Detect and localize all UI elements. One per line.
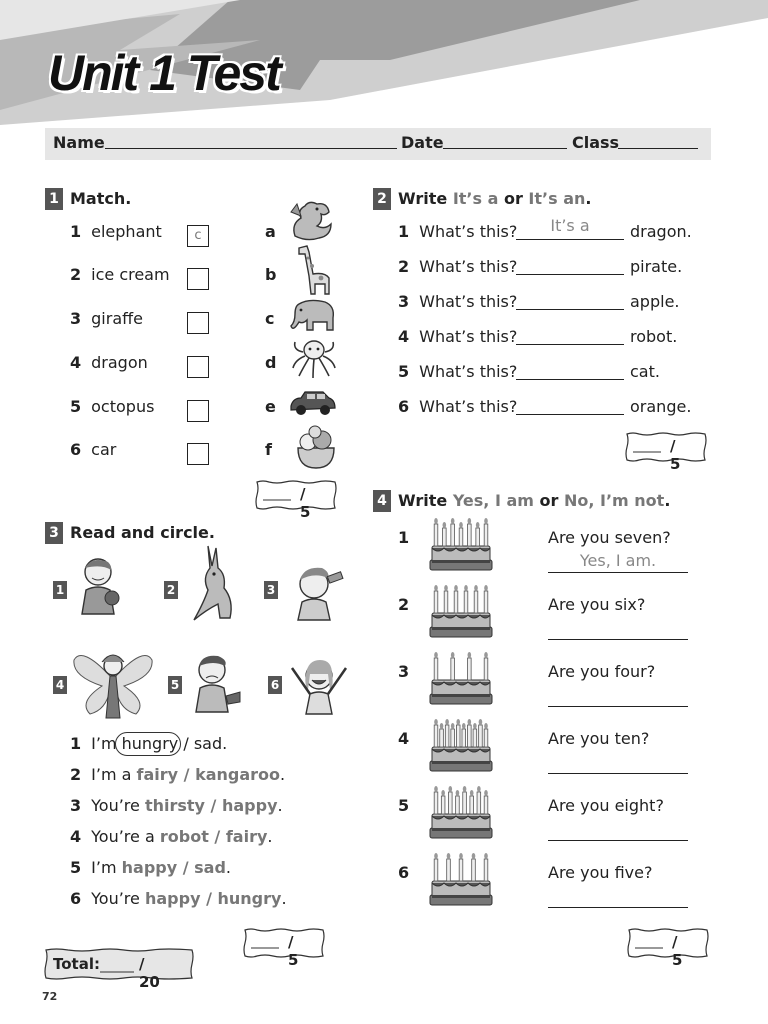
picture-letter: a [265, 222, 276, 241]
item-question: What’s this? [419, 222, 518, 241]
answer-line[interactable] [548, 773, 688, 774]
item-number: 2 [70, 265, 82, 284]
item-word: giraffe [91, 309, 143, 328]
item-number: 1 [398, 528, 410, 547]
item-number: 1 [398, 222, 410, 241]
item-question: What’s this? [419, 257, 518, 276]
item-suffix: . [225, 858, 232, 877]
match-item [70, 397, 154, 416]
item-ending: dragon. [630, 222, 692, 241]
class-label: Class [572, 133, 620, 152]
write-item [398, 292, 517, 311]
item-number: 5 [398, 796, 410, 815]
giraffe-picture [293, 244, 335, 296]
match-item [70, 265, 170, 284]
answer-line[interactable] [516, 309, 624, 310]
item-number: 4 [70, 353, 82, 372]
item-number: 6 [70, 889, 82, 908]
item-number: 2 [398, 257, 410, 276]
birthday-cake-picture [428, 717, 494, 777]
item-prefix: I’m [91, 734, 122, 753]
item-ending: cat. [630, 362, 660, 381]
item-suffix: . [222, 734, 228, 753]
item-prefix: You’re [91, 796, 145, 815]
age-question: Are you eight? [548, 796, 664, 815]
section-3-score-box [241, 926, 327, 960]
item-number: 5 [70, 397, 82, 416]
answer-text: It’s a [550, 216, 590, 235]
answer-line[interactable] [548, 639, 688, 640]
item-number: 6 [70, 440, 82, 459]
option-separator: / [178, 765, 196, 784]
birthday-cake-picture [428, 851, 494, 911]
answer-box[interactable]: c [187, 225, 209, 247]
hungry-boy-picture [72, 554, 128, 618]
car-picture [289, 388, 337, 418]
answer-line[interactable] [548, 572, 688, 573]
birthday-cake-picture [428, 583, 494, 643]
option-separator: / [178, 734, 194, 753]
option-b[interactable]: sad [194, 858, 226, 877]
item-suffix: . [281, 889, 287, 908]
option-separator: / [204, 796, 222, 815]
sad-boy-picture [190, 652, 244, 714]
picture-3-number: 3 [264, 581, 278, 599]
picture-5-number: 5 [168, 676, 182, 694]
match-item [70, 309, 143, 328]
answer-box[interactable] [187, 268, 209, 290]
item-ending: apple. [630, 292, 680, 311]
circle-item [70, 765, 285, 784]
match-item [70, 353, 148, 372]
dragon-picture [287, 196, 335, 244]
age-question: Are you four? [548, 662, 656, 681]
item-word: octopus [91, 397, 155, 416]
birthday-cake-picture [428, 784, 494, 844]
item-number: 5 [398, 362, 410, 381]
date-line[interactable] [443, 148, 567, 149]
option-b[interactable]: sad [193, 734, 223, 753]
kangaroo-picture [190, 544, 240, 624]
section-2-score-box [623, 430, 709, 464]
answer-line[interactable] [516, 274, 624, 275]
ice-cream-picture [294, 424, 338, 470]
section-2-heading: Write It’s a or It’s an. [398, 189, 592, 208]
write-item [398, 362, 517, 381]
option-b[interactable]: fairy [225, 827, 268, 846]
option-a[interactable]: robot [159, 827, 209, 846]
write-item [398, 327, 517, 346]
item-word: elephant [91, 222, 162, 241]
option-separator: / [200, 889, 218, 908]
picture-letter: e [265, 397, 276, 416]
circle-item [70, 889, 287, 908]
item-suffix: . [280, 765, 286, 784]
page-number: 72 [42, 990, 58, 1003]
item-ending: robot. [630, 327, 678, 346]
item-word: ice cream [91, 265, 170, 284]
picture-2-number: 2 [164, 581, 178, 599]
answer-line[interactable] [516, 344, 624, 345]
circle-item [70, 827, 272, 846]
thirsty-boy-picture [290, 562, 348, 622]
item-suffix: . [277, 796, 283, 815]
item-number: 2 [398, 595, 410, 614]
item-number: 3 [70, 309, 82, 328]
circle-item [70, 796, 283, 815]
write-item [398, 222, 517, 241]
item-suffix: . [267, 827, 273, 846]
item-question: What’s this? [419, 292, 518, 311]
item-question: What’s this? [419, 397, 518, 416]
answer-line[interactable] [548, 907, 688, 908]
answer-line[interactable] [516, 239, 624, 240]
item-number: 1 [70, 222, 82, 241]
answer-box[interactable] [187, 443, 209, 465]
section-3-number: 3 [45, 522, 63, 544]
example-answer-circle [115, 732, 181, 756]
page-title: Unit 1 Test [48, 45, 280, 101]
item-prefix: You’re a [91, 827, 160, 846]
item-ending: orange. [630, 397, 692, 416]
write-item [398, 397, 517, 416]
item-prefix: You’re [91, 889, 145, 908]
picture-letter: d [265, 353, 277, 372]
age-question: Are you ten? [548, 729, 650, 748]
section-4-score-box [625, 926, 711, 960]
answer-box[interactable] [187, 356, 209, 378]
class-line[interactable] [618, 148, 698, 149]
answer-line[interactable] [548, 840, 688, 841]
item-number: 1 [70, 734, 82, 753]
picture-letter: f [265, 440, 272, 459]
octopus-picture [291, 338, 337, 380]
birthday-cake-picture [428, 516, 494, 576]
age-question: Are you five? [548, 863, 653, 882]
option-b[interactable]: happy [221, 796, 278, 815]
birthday-cake-picture [428, 650, 494, 710]
section-1-score-box [253, 478, 339, 512]
option-separator: / [177, 858, 195, 877]
section-1-heading: Match. [70, 189, 132, 208]
circle-item [70, 858, 231, 877]
option-a[interactable]: hungry [121, 734, 179, 753]
picture-6-number: 6 [268, 676, 282, 694]
item-number: 6 [398, 863, 410, 882]
option-separator: / [208, 827, 226, 846]
section-1-number: 1 [45, 188, 63, 210]
option-a[interactable]: happy [144, 889, 201, 908]
item-prefix: I’m a [91, 765, 137, 784]
section-4-heading: Write Yes, I am or No, I’m not. [398, 491, 671, 510]
picture-1-number: 1 [53, 581, 67, 599]
elephant-picture [289, 296, 337, 334]
option-a[interactable]: fairy [136, 765, 179, 784]
answer-box[interactable] [187, 312, 209, 334]
item-number: 4 [70, 827, 82, 846]
item-number: 6 [398, 397, 410, 416]
option-a[interactable]: thirsty [144, 796, 205, 815]
item-number: 3 [398, 662, 410, 681]
write-item [398, 257, 517, 276]
item-number: 2 [70, 765, 82, 784]
section-4-number: 4 [373, 490, 391, 512]
answer-text: Yes, I am. [579, 551, 657, 570]
item-word: car [91, 440, 117, 459]
item-prefix: I’m [91, 858, 122, 877]
match-item [70, 222, 162, 241]
picture-letter: b [265, 265, 277, 284]
name-line[interactable] [105, 148, 397, 149]
answer-box[interactable] [187, 400, 209, 422]
option-a[interactable]: happy [121, 858, 178, 877]
answer-line[interactable] [548, 706, 688, 707]
section-2-number: 2 [373, 188, 391, 210]
item-ending: pirate. [630, 257, 683, 276]
name-date-class-bar [45, 128, 711, 160]
age-question: Are you six? [548, 595, 646, 614]
section-3-heading: Read and circle. [70, 523, 215, 542]
item-number: 5 [70, 858, 82, 877]
date-label: Date [401, 133, 444, 152]
item-question: What’s this? [419, 327, 518, 346]
item-number: 3 [70, 796, 82, 815]
age-question: Are you seven? [548, 528, 671, 547]
option-b[interactable]: hungry [217, 889, 282, 908]
answer-line[interactable] [516, 379, 624, 380]
happy-girl-picture [288, 654, 350, 716]
item-question: What’s this? [419, 362, 518, 381]
answer-line[interactable] [516, 414, 624, 415]
option-b[interactable]: kangaroo [195, 765, 281, 784]
name-label: Name [53, 133, 105, 152]
picture-4-number: 4 [53, 676, 67, 694]
item-number: 3 [398, 292, 410, 311]
item-number: 4 [398, 729, 410, 748]
item-word: dragon [91, 353, 148, 372]
item-number: 4 [398, 327, 410, 346]
fairy-picture [72, 646, 154, 720]
match-item [70, 440, 116, 459]
picture-letter: c [265, 309, 275, 328]
